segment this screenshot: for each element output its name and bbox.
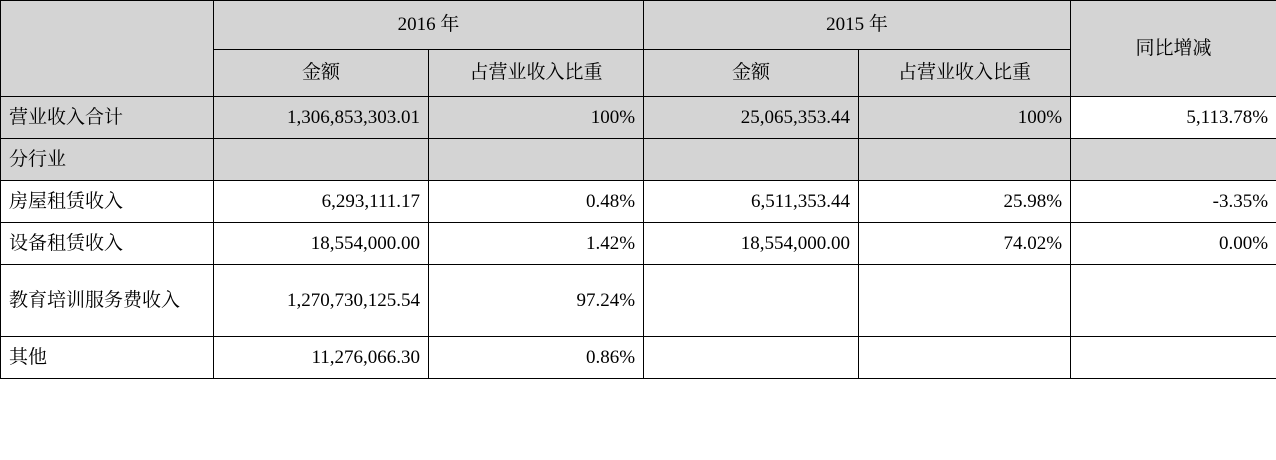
row-amount-2015 — [644, 139, 859, 181]
row-label: 房屋租赁收入 — [1, 181, 214, 223]
row-amount-2016: 1,270,730,125.54 — [214, 265, 429, 337]
row-yoy — [1071, 139, 1276, 181]
row-ratio-2016: 97.24% — [429, 265, 644, 337]
row-ratio-2015: 25.98% — [859, 181, 1071, 223]
row-ratio-2015 — [859, 265, 1071, 337]
row-label: 设备租赁收入 — [1, 223, 214, 265]
row-label: 教育培训服务费收入 — [1, 265, 214, 337]
row-amount-2016 — [214, 139, 429, 181]
row-ratio-2016: 1.42% — [429, 223, 644, 265]
row-ratio-2015: 74.02% — [859, 223, 1071, 265]
row-amount-2015 — [644, 337, 859, 379]
row-ratio-2015 — [859, 139, 1071, 181]
row-yoy: 0.00% — [1071, 223, 1276, 265]
row-label: 其他 — [1, 337, 214, 379]
header-amount-2016: 金额 — [214, 50, 429, 97]
row-ratio-2016: 100% — [429, 97, 644, 139]
row-yoy: -3.35% — [1071, 181, 1276, 223]
row-yoy — [1071, 337, 1276, 379]
header-year-2016: 2016 年 — [214, 1, 644, 50]
row-yoy: 5,113.78% — [1071, 97, 1276, 139]
header-yoy-change: 同比增减 — [1071, 1, 1276, 97]
table-row — [1, 223, 1276, 265]
table-row — [1, 181, 1276, 223]
row-ratio-2015: 100% — [859, 97, 1071, 139]
header-ratio-2015: 占营业收入比重 — [859, 50, 1071, 97]
header-ratio-2016: 占营业收入比重 — [429, 50, 644, 97]
table-header-row-top — [1, 1, 1276, 50]
row-amount-2016: 1,306,853,303.01 — [214, 97, 429, 139]
header-corner-cell — [1, 1, 214, 97]
table-row — [1, 139, 1276, 181]
row-label: 分行业 — [1, 139, 214, 181]
row-amount-2016: 11,276,066.30 — [214, 337, 429, 379]
table-row — [1, 97, 1276, 139]
row-ratio-2015 — [859, 337, 1071, 379]
row-ratio-2016 — [429, 139, 644, 181]
row-amount-2016: 6,293,111.17 — [214, 181, 429, 223]
row-amount-2015: 6,511,353.44 — [644, 181, 859, 223]
row-amount-2015: 18,554,000.00 — [644, 223, 859, 265]
header-year-2015: 2015 年 — [644, 1, 1071, 50]
row-amount-2016: 18,554,000.00 — [214, 223, 429, 265]
table-row — [1, 265, 1276, 337]
row-ratio-2016: 0.48% — [429, 181, 644, 223]
row-amount-2015: 25,065,353.44 — [644, 97, 859, 139]
header-amount-2015: 金额 — [644, 50, 859, 97]
row-amount-2015 — [644, 265, 859, 337]
row-ratio-2016: 0.86% — [429, 337, 644, 379]
table-row — [1, 337, 1276, 379]
row-label: 营业收入合计 — [1, 97, 214, 139]
row-yoy — [1071, 265, 1276, 337]
